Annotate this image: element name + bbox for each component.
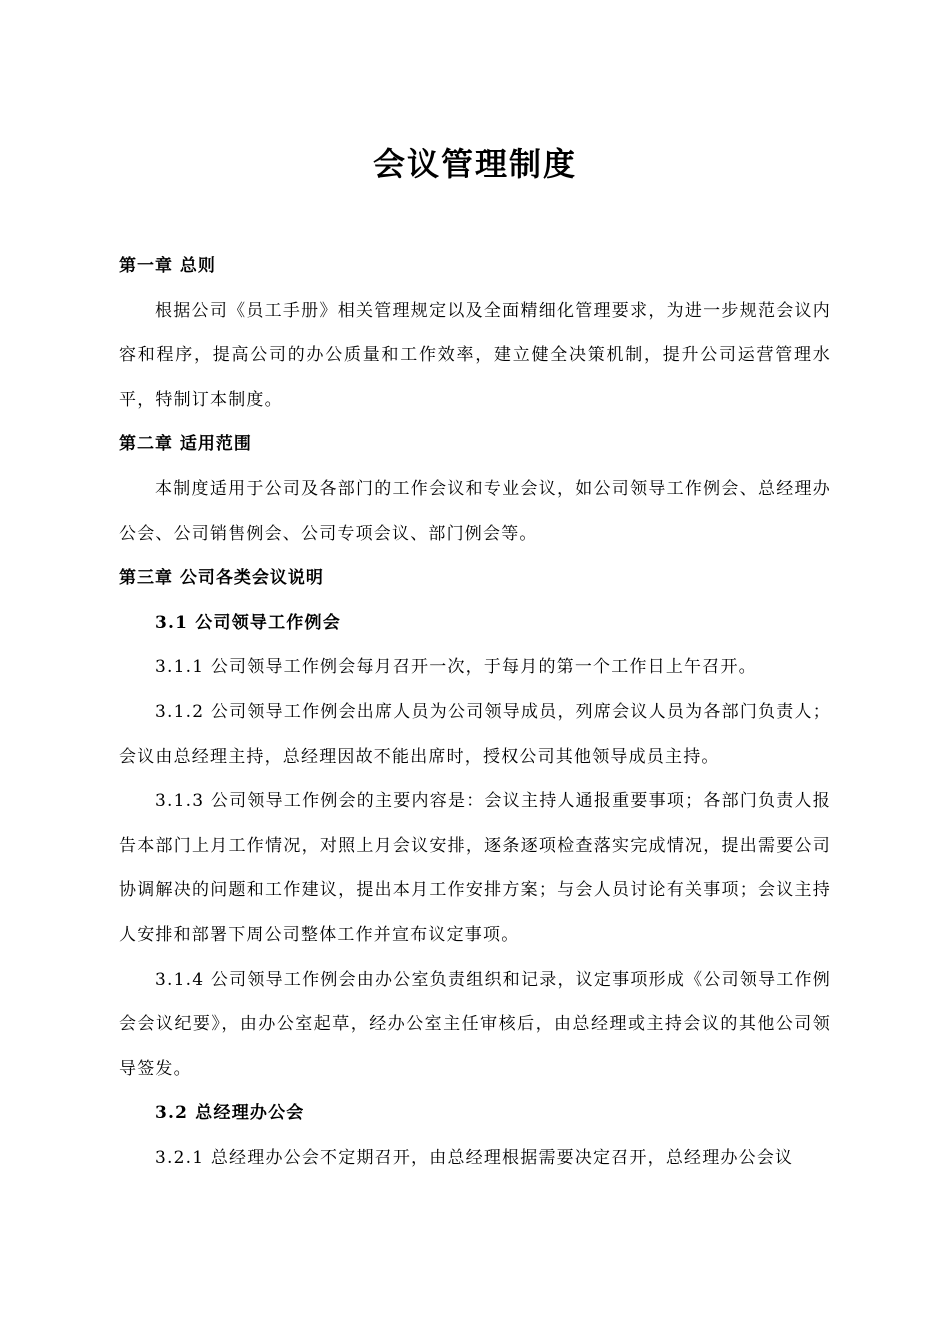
chapter-1-heading: 第一章 总则 xyxy=(119,256,216,276)
document-title: 会议管理制度 xyxy=(372,145,577,183)
chapter-3-heading: 第三章 公司各类会议说明 xyxy=(119,568,324,589)
clause-3-1-1: 3.1.1 公司领导工作例会每月召开一次，于每月的第一个工作日上午召开。 xyxy=(155,657,757,678)
section-3-2-heading: 3.2 总经理办公会 xyxy=(155,1103,305,1124)
clause-3-1-4: 3.1.4 公司领导工作例会由办公室负责组织和记录，议定事项形成《公司领导工作例会会议纪要》，由办公室起草，经办公室主任审核后，由总经理或主持会议的其他公司领导签发。 xyxy=(119,969,831,1079)
clause-3-2-1: 3.2.1 总经理办公会不定期召开，由总经理根据需要决定召开，总经理办公会议 xyxy=(155,1147,794,1168)
document-body xyxy=(119,244,831,1180)
chapter-2-heading: 第二章 适用范围 xyxy=(119,434,252,455)
chapter-1-paragraph: 根据公司《员工手册》相关管理规定以及全面精细化管理要求，为进一步规范会议内容和程序，提高公司的办公质量和工作效率，建立健全决策机制，提升公司运营管理水平，特制订本制度。 xyxy=(119,300,831,410)
chapter-2-paragraph: 本制度适用于公司及各部门的工作会议和专业会议，如公司领导工作例会、总经理办公会、公司销售例会、公司专项会议、部门例会等。 xyxy=(119,478,831,544)
section-3-1-heading: 3.1 公司领导工作例会 xyxy=(155,612,341,633)
clause-3-1-3: 3.1.3 公司领导工作例会的主要内容是：会议主持人通报重要事项；各部门负责人报告本部门上月工作情况，对照上月会议安排，逐条逐项检查落实完成情况，提出需要公司协调解决的问题和工作建议，提出本月工作安排方案；与会人员讨论有关事项；会议主持人安排和部署下周公司整体工作并宣布议定事项。 xyxy=(119,791,831,945)
clause-3-1-2: 3.1.2 公司领导工作例会出席人员为公司领导成员，列席会议人员为各部门负责人；会议由总经理主持，总经理因故不能出席时，授权公司其他领导成员主持。 xyxy=(119,701,831,767)
